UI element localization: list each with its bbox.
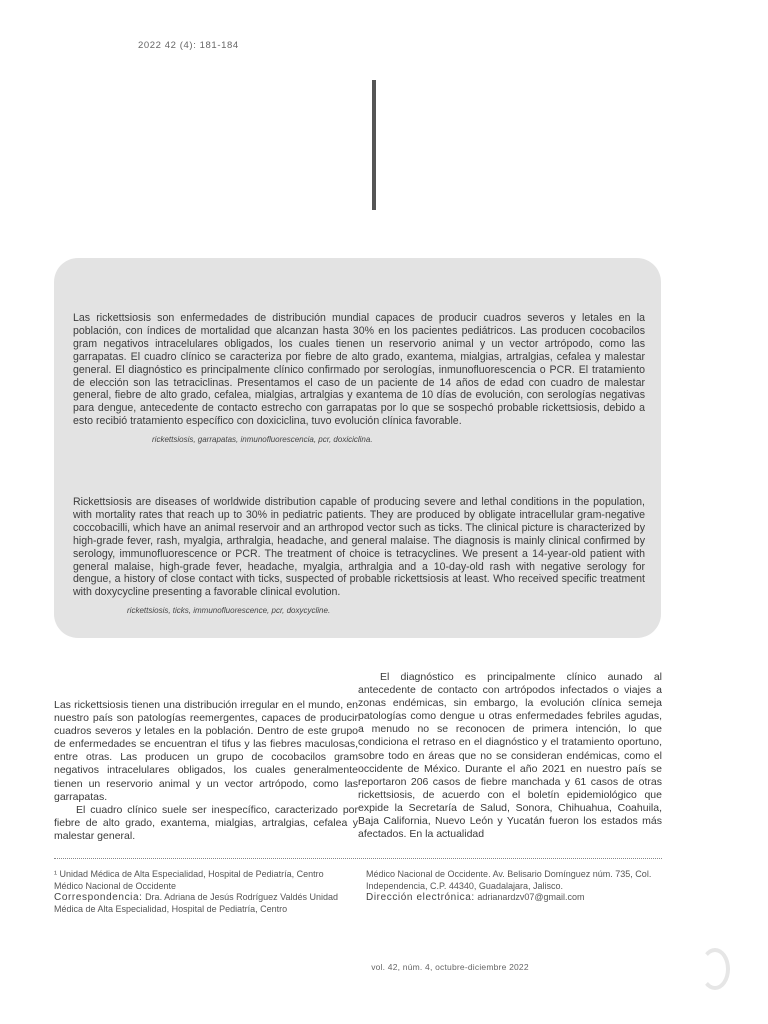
issue-footer: vol. 42, núm. 4, octubre-diciembre 2022	[371, 962, 529, 972]
abstract-spanish: Las rickettsiosis son enfermedades de distribución mundial capaces de producir cuadros severos y letales en la población, con índices de mortalidad que alcanzan hasta 30% en los pacientes pediátricos. Las producen cocobacilos gram negativos intracelulares obligados, los cuales tienen un reservorio animal y un vector artrópodo, como las garrapatas. El cuadro clínico se caracteriza por fiebre de alto grado, exantema, mialgias, artralgias, cefalea y malestar general. El diagnóstico es principalmente clínico confirmado por serologías, inmunofluorescencia o PCR. El tratamiento de elección son las tetraciclinas. Presentamos el caso de un paciente de 14 años de edad con cuadro de malestar general, fiebre de alto grado, cefalea, mialgias, artralgias y exantema de 10 días de evolución, con serologías negativas para dengue, antecedente de contacto estrecho con garrapatas por lo que se sospechó probable rickettsiosis, debido a esto recibió tratamiento específico con doxiciclina, tuvo evolución clínica favorable.	[73, 312, 645, 428]
email-note	[366, 892, 666, 904]
page-corner-mark	[700, 948, 730, 990]
footnote-left	[54, 869, 354, 915]
body-paragraph: El cuadro clínico suele ser inespecífico, caracterizado por fiebre de alto grado, exantema, mialgias, artralgias, cefalea y malestar general.	[54, 803, 358, 842]
correspondence-note	[54, 892, 354, 915]
footnote-right	[366, 869, 666, 904]
affiliation-note: ¹ Unidad Médica de Alta Especialidad, Hospital de Pediatría, Centro Médico Nacional de Occidente	[54, 869, 324, 891]
footnote-divider	[54, 858, 662, 859]
journal-citation: 2022 42 (4): 181-184	[138, 40, 239, 51]
email-address[interactable]: adrianardzv07@gmail.com	[477, 892, 585, 903]
abstract-english: Rickettsiosis are diseases of worldwide distribution capable of producing severe and lethal conditions in the population, with mortality rates that reach up to 30% in pediatric patients. They are produced by obligate intracellular gram-negative coccobacilli, which have an animal reservoir and an arthropod vector such as ticks. The clinical picture is characterized by high-grade fever, rash, myalgia, arthralgia, headache, and general malaise. The diagnosis is mainly clinical confirmed by serology, immunofluorescence or PCR. The treatment of choice is tetracyclines. We present a 14-year-old patient with general malaise, high-grade fever, headache, myalgia, arthralgia and a 10-day-old rash with negative serology for dengue, a history of close contact with ticks, suspected of probable rickettsiosis at least. Who received specific treatment with doxycycline presenting a favorable clinical evolution.	[73, 496, 645, 599]
email-label: Dirección electrónica:	[366, 892, 475, 904]
keywords-spanish: rickettsiosis, garrapatas, inmunofluorescencia, pcr, doxiciclina.	[152, 435, 373, 444]
body-paragraph: El diagnóstico es principalmente clínico aunado al antecedente de contacto con artrópodos infectados o viajes a zonas endémicas, sin embargo, la evolución clínica semeja patologías como dengue u otras enfermedades febriles agudas, a menudo no se reconocen de primera intención, lo que condiciona el retraso en el diagnóstico y el tratamiento oportuno, sobre todo en áreas que no se consideran endémicas, como el occidente de México. Durante el año 2021 en nuestro país se reportaron 206 casos de fiebre manchada y 61 casos de otras rickettsiosis, de acuerdo con el boletín epidemiológico que expide la Secretaría de Salud, Sonora, Chihuahua, Coahuila, Baja California, Nuevo León y Yucatán fueron los estados más afectados. En la actualidad	[358, 671, 662, 841]
address-note: Médico Nacional de Occidente. Av. Belisario Domínguez núm. 735, Col. Independencia, C.P. 44340, Guadalajara, Jalisco.	[366, 869, 652, 891]
abstract-box	[54, 258, 661, 638]
title-divider-bar	[372, 80, 376, 210]
keywords-english: rickettsiosis, ticks, immunofluorescence, pcr, doxycycline.	[127, 606, 331, 615]
body-column-right	[358, 671, 662, 841]
body-column-left	[54, 699, 358, 843]
correspondence-label: Correspondencia:	[54, 892, 143, 904]
correspondence-text: Dra. Adriana de Jesús Rodríguez Valdés Unidad Médica de Alta Especialidad, Hospital de Pediatría, Centro	[54, 892, 339, 914]
body-paragraph: Las rickettsiosis tienen una distribución irregular en el mundo, en nuestro país son patologías reemergentes, capaces de producir cuadros severos y letales en la población. Dentro de este grupo de enfermedades se encuentran el tifus y las fiebres maculosas, entre otras. Las producen un grupo de cocobacilos gram negativos intracelulares obligados, los cuales generalmente tienen un reservorio animal y un vector artrópodo, como las garrapatas.	[54, 699, 358, 803]
